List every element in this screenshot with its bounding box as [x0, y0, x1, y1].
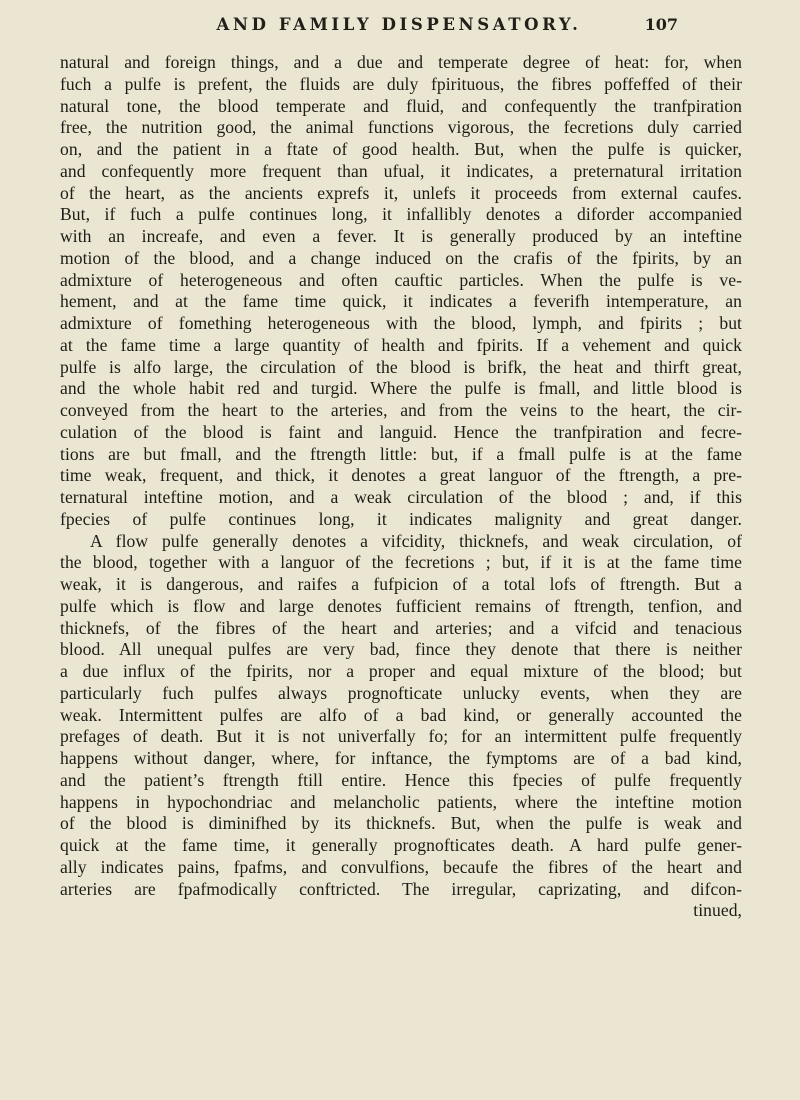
text-line: on, and the patient in a ftate of good health. But, when the pulfe is quicker, — [60, 139, 742, 159]
text-line: hement, and at the fame time quick, it indicates a feverifh intemperature, an — [60, 291, 742, 312]
running-head — [120, 15, 678, 45]
text-line: thicknefs, of the fibres of the heart and arteries; and a vifcid and tenacious — [60, 617, 742, 638]
text-line: and confequently more frequent than ufual, it indicates, a preternatural irritation — [60, 160, 742, 181]
text-line: prefages of death. But it is not univerfally fo; for an intermittent pulfe frequently — [60, 726, 742, 747]
paragraph-start-line: A flow pulfe generally denotes a vifcidity, thicknefs, and weak circulation, of — [90, 530, 742, 551]
text-line: and the whole habit red and turgid. Where the pulfe is fmall, and little blood is — [60, 378, 742, 399]
text-line: But, if fuch a pulfe continues long, it infallibly denotes a diforder accompanied — [60, 204, 742, 225]
text-line: admixture of heterogeneous and often cauftic particles. When the pulfe is ve- — [60, 269, 742, 290]
running-head-title: AND FAMILY DISPENSATORY. — [216, 15, 582, 34]
text-line: a due influx of the fpirits, nor a proper and equal mixture of the blood; but — [60, 661, 742, 681]
page-number: 107 — [644, 15, 678, 34]
text-line: conveyed from the heart to the arteries, and from the veins to the heart, the cir- — [60, 400, 742, 420]
text-line: natural tone, the blood temperate and fluid, and confequently the tranfpiration — [60, 95, 742, 116]
text-line: fuch a pulfe is prefent, the fluids are duly fpirituous, the fibres poffeffed of their — [60, 73, 742, 94]
text-line: time weak, frequent, and thick, it denotes a great languor of the ftrength, a pre- — [60, 465, 742, 486]
body-text — [60, 52, 742, 922]
text-line: tions are but fmall, and the ftrength little: but, if a fmall pulfe is at the fame — [60, 443, 742, 464]
text-line: weak, it is dangerous, and raifes a fufpicion of a total lofs of ftrength. But a — [60, 574, 742, 594]
text-line: natural and foreign things, and a due and temperate degree of heat: for, when — [60, 52, 742, 72]
text-line: and the patient’s ftrength ftill entire. Hence this fpecies of pulfe frequently — [60, 769, 742, 790]
text-line: the blood, together with a languor of the fecretions ; but, if it is at the fame time — [60, 552, 742, 573]
text-line: arteries are fpafmodically conftricted. The irregular, caprizating, and difcon- — [60, 878, 742, 899]
text-line: ally indicates pains, fpafms, and convulfions, becaufe the fibres of the heart and — [60, 856, 742, 877]
text-line: weak. Intermittent pulfes are alfo of a bad kind, or generally accounted the — [60, 704, 742, 725]
text-line: motion of the blood, and a change induced on the crafis of the fpirits, by an — [60, 247, 742, 268]
text-line: ternatural inteftine motion, and a weak circulation of the blood ; and, if this — [60, 487, 742, 507]
text-line: happens without danger, where, for inftance, the fymptoms are of a bad kind, — [60, 748, 742, 768]
text-line: at the fame time a large quantity of health and fpirits. If a vehement and quick — [60, 334, 742, 355]
text-line: of the blood is diminifhed by its thicknefs. But, when the pulfe is weak and — [60, 813, 742, 834]
text-line: culation of the blood is faint and languid. Hence the tranfpiration and fecre- — [60, 421, 742, 442]
text-line: particularly fuch pulfes always prognofticate unlucky events, when they are — [60, 682, 742, 703]
text-line: fpecies of pulfe continues long, it indicates malignity and great danger. — [60, 508, 742, 529]
text-line: pulfe is alfo large, the circulation of the blood is brifk, the heat and thirft great, — [60, 356, 742, 377]
text-line: happens in hypochondriac and melancholic patients, where the inteftine motion — [60, 791, 742, 812]
text-line: quick at the fame time, it generally prognofticates death. A hard pulfe gener- — [60, 835, 742, 855]
text-line: of the heart, as the ancients exprefs it, unlefs it proceeds from external caufes. — [60, 182, 742, 203]
text-line: blood. All unequal pulfes are very bad, fince they denote that there is neither — [60, 639, 742, 660]
text-line: free, the nutrition good, the animal functions vigorous, the fecretions duly carried — [60, 117, 742, 138]
text-line: admixture of fomething heterogeneous with the blood, lymph, and fpirits ; but — [60, 313, 742, 333]
catchword: tinued, — [693, 900, 742, 921]
text-line: pulfe which is flow and large denotes fufficient remains of ftrength, tenfion, and — [60, 595, 742, 616]
text-line: with an increafe, and even a fever. It is generally produced by an inteftine — [60, 226, 742, 246]
